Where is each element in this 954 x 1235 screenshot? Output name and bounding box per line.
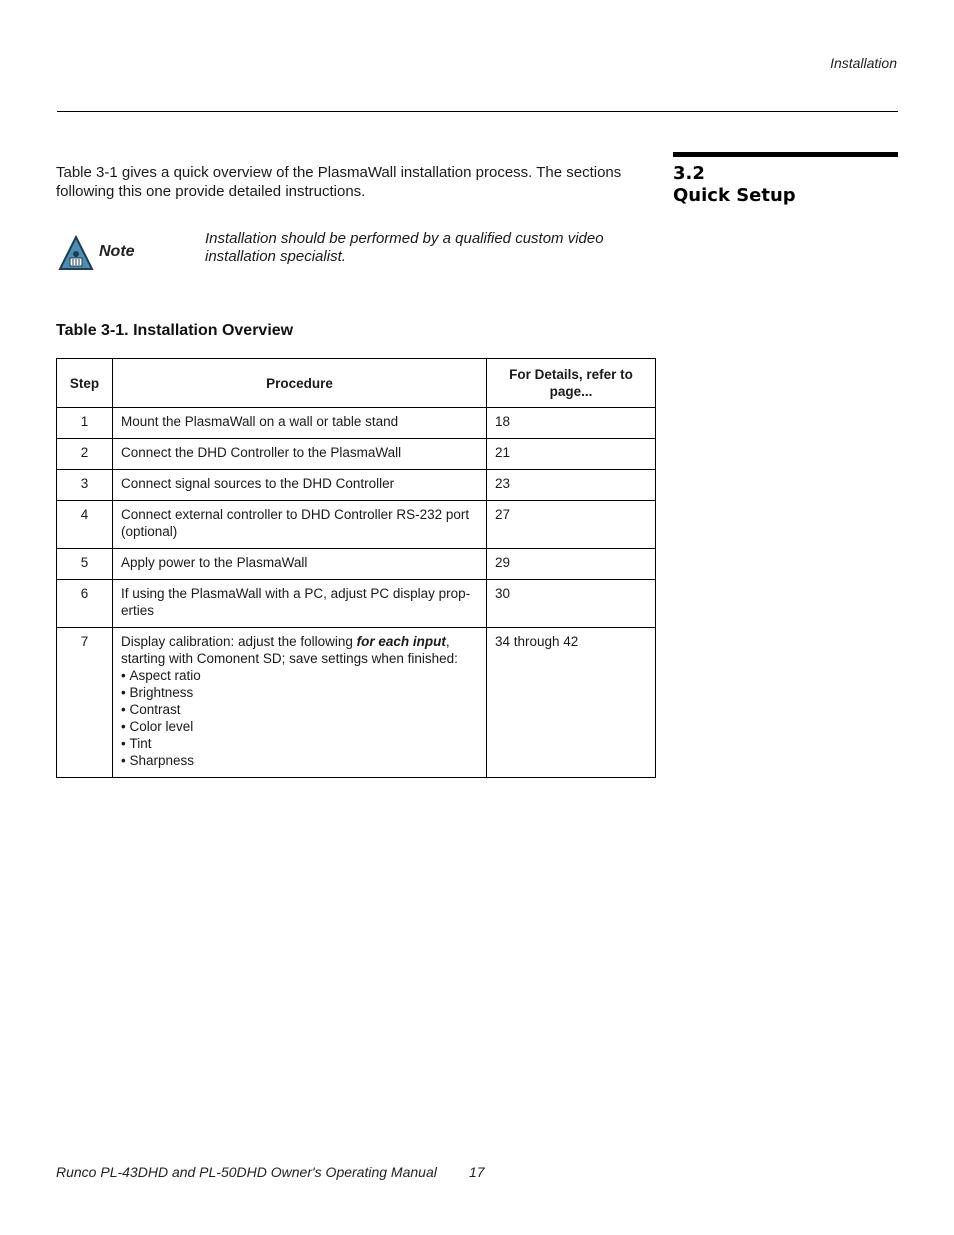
step-cell: 2 [57, 439, 113, 470]
header-rule [57, 111, 898, 112]
page-cell: 18 [487, 408, 656, 439]
section-number: 3.2 [673, 163, 705, 184]
list-item: • Tint [121, 735, 478, 752]
step-cell: 5 [57, 549, 113, 580]
procedure-cell: Connect external controller to DHD Controller RS-232 port (optional) [113, 501, 487, 549]
procedure-cell [113, 628, 487, 778]
procedure-cell: Connect signal sources to the DHD Controller [113, 470, 487, 501]
procedure-trail: , starting with Comonent SD; save settings when finished: [121, 634, 458, 666]
step-cell: 1 [57, 408, 113, 439]
installation-overview-table [56, 358, 656, 778]
calibration-list [121, 667, 478, 769]
list-item: • Color level [121, 718, 478, 735]
step-cell: 3 [57, 470, 113, 501]
running-header: Installation [830, 55, 897, 71]
table-header-row [57, 359, 656, 408]
note-icon [58, 235, 94, 271]
procedure-lead: Display calibration: adjust the following [121, 634, 357, 649]
table-row [57, 439, 656, 470]
table-row [57, 408, 656, 439]
intro-paragraph: Table 3-1 gives a quick overview of the PlasmaWall installation process. The sections following this one provide detailed instructions. [56, 164, 622, 200]
list-item: • Brightness [121, 684, 478, 701]
procedure-cell: If using the PlasmaWall with a PC, adjust PC display prop-erties [113, 580, 487, 628]
page-cell: 21 [487, 439, 656, 470]
page-cell: 29 [487, 549, 656, 580]
procedure-cell: Connect the DHD Controller to the PlasmaWall [113, 439, 487, 470]
procedure-cell: Mount the PlasmaWall on a wall or table stand [113, 408, 487, 439]
table-caption: Table 3-1. Installation Overview [56, 322, 294, 339]
table-row [57, 580, 656, 628]
footer-page-number: 17 [469, 1164, 485, 1180]
section-title: Quick Setup [673, 185, 796, 206]
list-item: • Sharpness [121, 752, 478, 769]
page-cell: 27 [487, 501, 656, 549]
procedure-emphasis: for each input [356, 634, 446, 649]
step-cell: 4 [57, 501, 113, 549]
table-row [57, 501, 656, 549]
page-cell: 34 through 42 [487, 628, 656, 778]
list-item: • Aspect ratio [121, 667, 478, 684]
note-text: Installation should be performed by a qualified custom video installation specialist. [205, 230, 604, 265]
header-procedure: Procedure [113, 359, 487, 408]
page-cell: 23 [487, 470, 656, 501]
table-row [57, 470, 656, 501]
list-item: • Contrast [121, 701, 478, 718]
section-heading [673, 152, 898, 207]
table-row [57, 549, 656, 580]
note-label: Note [99, 243, 135, 260]
table-row [57, 628, 656, 778]
step-cell: 7 [57, 628, 113, 778]
page-cell: 30 [487, 580, 656, 628]
header-page: For Details, refer to page... [487, 359, 656, 408]
header-step: Step [57, 359, 113, 408]
step-cell: 6 [57, 580, 113, 628]
procedure-cell: Apply power to the PlasmaWall [113, 549, 487, 580]
footer-manual-title: Runco PL-43DHD and PL-50DHD Owner's Operating Manual [56, 1164, 437, 1180]
